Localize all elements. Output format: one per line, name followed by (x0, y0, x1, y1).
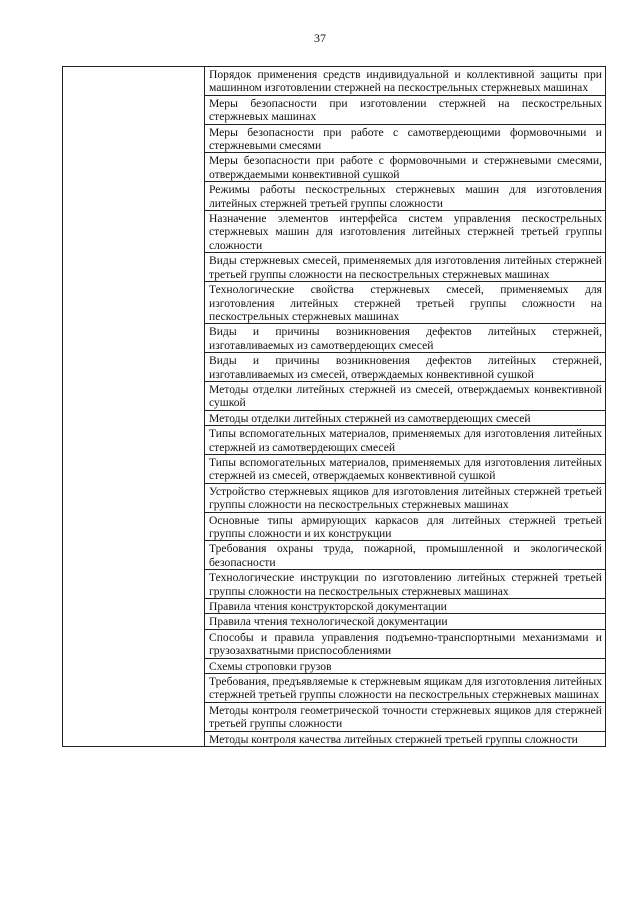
table-cell-knowledge-item: Правила чтения конструкторской документации (205, 599, 606, 614)
table-cell-knowledge-item: Методы отделки литейных стержней из самотвердеющих смесей (205, 410, 606, 425)
table-cell-knowledge-item: Виды стержневых смесей, применяемых для изготовления литейных стержней третьей группы сложности на пескострельных стержневых машинах (205, 253, 606, 282)
table-cell-knowledge-item: Назначение элементов интерфейса систем управления пескострельных стержневых машин для изготовления литейных стержней третьей группы сложности (205, 211, 606, 253)
table-cell-knowledge-item: Виды и причины возникновения дефектов литейных стержней, изготавливаемых из самотвердеющих смесей (205, 324, 606, 353)
table-cell-knowledge-item: Режимы работы пескострельных стержневых машин для изготовления литейных стержней третьей группы сложности (205, 182, 606, 211)
table-cell-knowledge-item: Устройство стержневых ящиков для изготовления литейных стержней третьей группы сложности на пескострельных стержневых машинах (205, 483, 606, 512)
table-cell-knowledge-item: Типы вспомогательных материалов, применяемых для изготовления литейных стержней из смесей, отверждаемых конвективной сушкой (205, 454, 606, 483)
table-cell-knowledge-item: Методы контроля качества литейных стержней третьей группы сложности (205, 731, 606, 746)
table-cell-knowledge-item: Технологические инструкции по изготовлению литейных стержней третьей группы сложности на пескострельных стержневых машинах (205, 570, 606, 599)
table-cell-knowledge-item: Меры безопасности при изготовлении стержней на пескострельных стержневых машинах (205, 95, 606, 124)
table-cell-knowledge-item: Основные типы армирующих каркасов для литейных стержней третьей группы сложности и их конструкции (205, 512, 606, 541)
knowledge-table (62, 66, 606, 747)
table-cell-knowledge-item: Требования охраны труда, пожарной, промышленной и экологической безопасности (205, 541, 606, 570)
table-cell-knowledge-item: Технологические свойства стержневых смесей, применяемых для изготовления литейных стержней третьей группы сложности на пескострельных стержневых машинах (205, 282, 606, 324)
table-cell-knowledge-item: Способы и правила управления подъемно-транспортными механизмами и грузозахватными приспособлениями (205, 629, 606, 658)
page-number: 37 (314, 31, 326, 45)
table-cell-knowledge-item: Типы вспомогательных материалов, применяемых для изготовления литейных стержней из самотвердеющих смесей (205, 426, 606, 455)
table-cell-knowledge-item: Меры безопасности при работе с самотвердеющими формовочными и стержневыми смесями (205, 124, 606, 153)
table-left-cell (63, 67, 205, 747)
table-cell-knowledge-item: Меры безопасности при работе с формовочными и стержневыми смесями, отверждаемыми конвективной сушкой (205, 153, 606, 182)
table-cell-knowledge-item: Методы контроля геометрической точности стержневых ящиков для стержней третьей группы сложности (205, 702, 606, 731)
table-cell-knowledge-item: Требования, предъявляемые к стержневым ящикам для изготовления литейных стержней третьей группы сложности на пескострельных стержневых машинах (205, 674, 606, 703)
knowledge-table-body (63, 67, 606, 747)
table-row (63, 67, 606, 96)
table-cell-knowledge-item: Виды и причины возникновения дефектов литейных стержней, изготавливаемых из смесей, отверждаемых конвективной сушкой (205, 353, 606, 382)
table-cell-knowledge-item: Правила чтения технологической документации (205, 614, 606, 629)
table-cell-knowledge-item: Схемы строповки грузов (205, 658, 606, 673)
table-cell-knowledge-item: Методы отделки литейных стержней из смесей, отверждаемых конвективной сушкой (205, 381, 606, 410)
table-cell-knowledge-item: Порядок применения средств индивидуальной и коллективной защиты при машинном изготовлении стержней на пескострельных стержневых машинах (205, 67, 606, 96)
